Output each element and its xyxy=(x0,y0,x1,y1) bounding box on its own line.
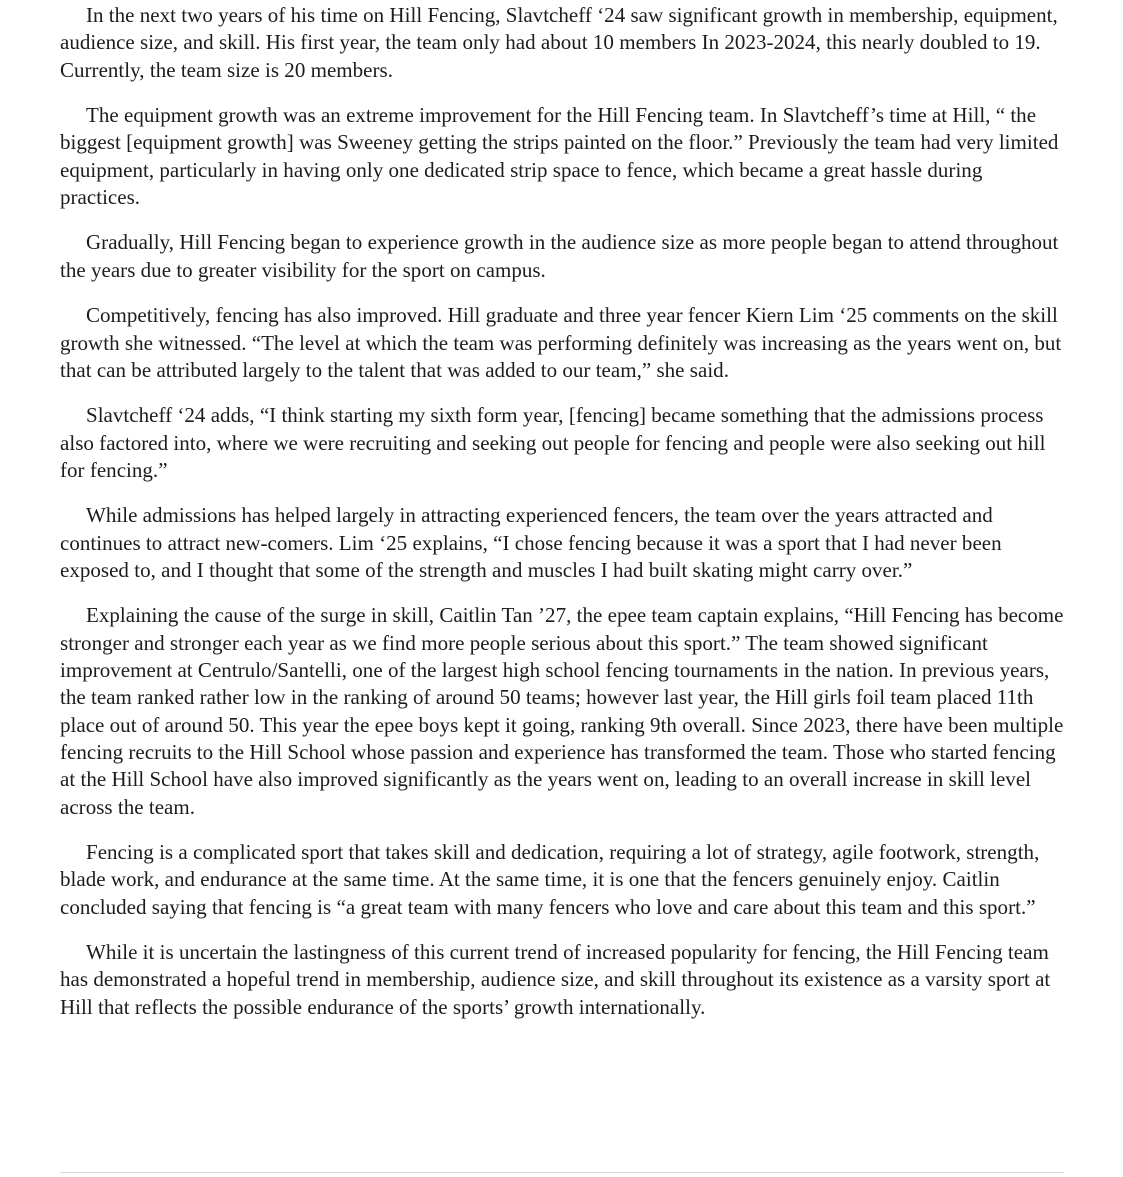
paragraph-membership-growth: In the next two years of his time on Hill Fencing, Slavtcheff ‘24 saw significant growth in membership, equipment, audience size, and skill. His first year, the team only had about 10 members In 2023-2024, this nearly doubled to 19. Currently, the team size is 20 members. xyxy=(60,3,1058,82)
paragraph-audience-growth: Gradually, Hill Fencing began to experience growth in the audience size as more people began to attend throughout the years due to greater visibility for the sport on campus. xyxy=(60,230,1059,282)
bottom-divider xyxy=(60,1172,1064,1173)
article-body xyxy=(60,2,1064,1039)
paragraph-equipment-growth: The equipment growth was an extreme improvement for the Hill Fencing team. In Slavtcheff’s time at Hill, “ the biggest [equipment growth] was Sweeney getting the strips painted on the floor.” Previously the team had very limited equipment, particularly in having only one dedicated strip space to fence, which became a great hassle during practices. xyxy=(60,103,1059,209)
paragraph-admissions-quote: Slavtcheff ‘24 adds, “I think starting my sixth form year, [fencing] became something that the admissions process also factored into, where we were recruiting and seeking out people for fencing and people were also seeking out hill for fencing.” xyxy=(60,403,1046,482)
paragraph-conclusion: While it is uncertain the lastingness of this current trend of increased popularity for fencing, the Hill Fencing team has demonstrated a hopeful trend in membership, audience size, and skill throughout its existence as a varsity sport at Hill that reflects the possible endurance of the sports’ growth internationally. xyxy=(60,940,1051,1019)
paragraph-skill-surge: Explaining the cause of the surge in skill, Caitlin Tan ’27, the epee team captain explains, “Hill Fencing has become stronger and stronger each year as we find more people serious about this sport.” The team showed significant improvement at Centrulo/Santelli, one of the largest high school fencing tournaments in the nation. In previous years, the team ranked rather low in the ranking of around 50 teams; however last year, the Hill girls foil team placed 11th place out of around 50. This year the epee boys kept it going, ranking 9th overall. Since 2023, there have been multiple fencing recruits to the Hill School whose passion and experience has transformed the team. Those who started fencing at the Hill School have also improved significantly as the years went on, leading to an overall increase in skill level across the team. xyxy=(60,603,1064,819)
paragraph-sport-description: Fencing is a complicated sport that takes skill and dedication, requiring a lot of strategy, agile footwork, strength, blade work, and endurance at the same time. At the same time, it is one that the fencers genuinely enjoy. Caitlin concluded saying that fencing is “a great team with many fencers who love and care about this team and this sport.” xyxy=(60,840,1040,919)
paragraph-competitive-improvement: Competitively, fencing has also improved. Hill graduate and three year fencer Kiern Lim ‘25 comments on the skill growth she witnessed. “The level at which the team was performing definitely was increasing as the years went on, but that can be attributed largely to the talent that was added to our team,” she said. xyxy=(60,303,1062,382)
paragraph-new-comers: While admissions has helped largely in attracting experienced fencers, the team over the years attracted and continues to attract new-comers. Lim ‘25 explains, “I chose fencing because it was a sport that I had never been exposed to, and I thought that some of the strength and muscles I had built skating might carry over.” xyxy=(60,503,1002,582)
